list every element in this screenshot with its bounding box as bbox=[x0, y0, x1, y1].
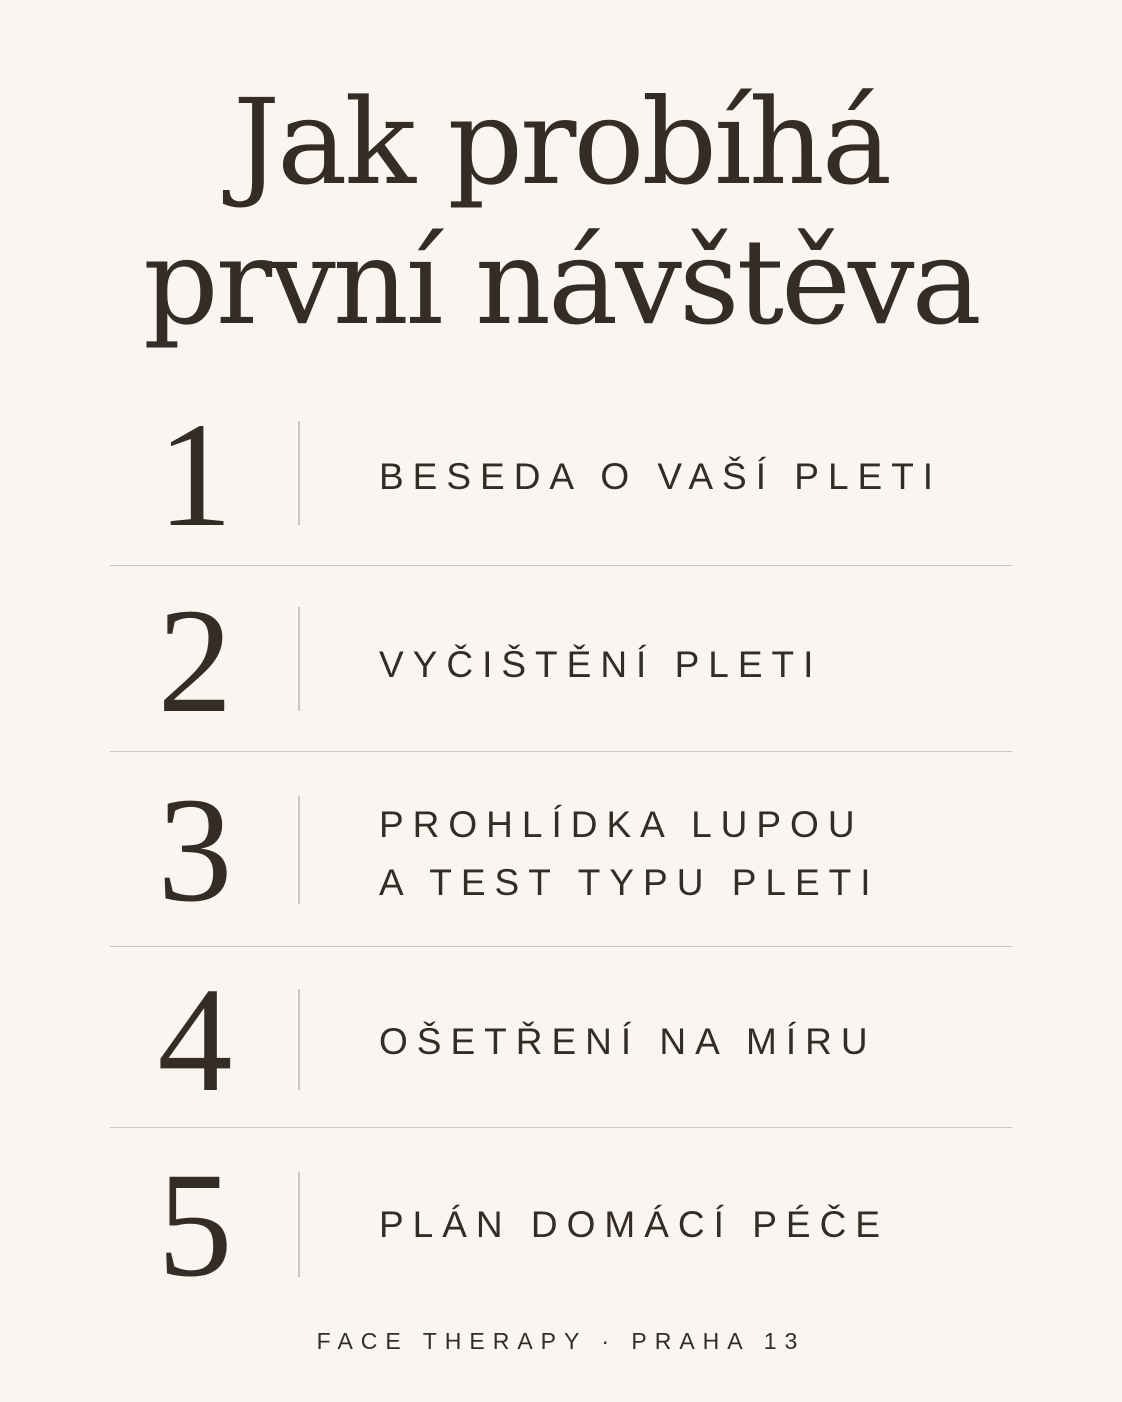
step-label bbox=[379, 1013, 877, 1071]
step-label-line: A TEST TYPU PLETI bbox=[379, 862, 880, 903]
step-label bbox=[379, 636, 822, 694]
step-label-line: VYČIŠTĚNÍ PLETI bbox=[379, 644, 823, 685]
step-separator bbox=[298, 1172, 300, 1277]
title-line-1: Jak probíhá bbox=[232, 73, 890, 211]
step-4 bbox=[110, 957, 1012, 1123]
step-label bbox=[379, 796, 880, 912]
step-3 bbox=[110, 767, 1012, 933]
footer-brand: FACE THERAPY · PRAHA 13 bbox=[316, 1328, 806, 1354]
step-number: 2 bbox=[157, 578, 233, 744]
step-number: 5 bbox=[157, 1142, 233, 1308]
step-number: 3 bbox=[157, 767, 233, 933]
row-divider bbox=[110, 751, 1012, 752]
step-number: 4 bbox=[157, 957, 233, 1123]
step-label-line: PROHLÍDKA LUPOU bbox=[379, 804, 864, 845]
step-2 bbox=[110, 578, 1012, 744]
step-5 bbox=[110, 1142, 1012, 1308]
step-label-line: BESEDA O VAŠÍ PLETI bbox=[379, 456, 943, 497]
step-separator bbox=[298, 796, 300, 904]
row-divider bbox=[110, 946, 1012, 947]
step-1 bbox=[110, 392, 1012, 558]
step-label bbox=[379, 1196, 889, 1254]
step-separator bbox=[298, 989, 300, 1090]
title-line-2: první návštěva bbox=[143, 213, 979, 351]
row-divider bbox=[110, 1127, 1012, 1128]
step-label-line: PLÁN DOMÁCÍ PÉČE bbox=[379, 1204, 889, 1245]
step-separator bbox=[298, 607, 300, 711]
step-number: 1 bbox=[157, 392, 233, 558]
row-divider bbox=[110, 565, 1012, 566]
step-label bbox=[379, 448, 942, 506]
step-label-line: OŠETŘENÍ NA MÍRU bbox=[379, 1021, 877, 1062]
page-title bbox=[0, 72, 1122, 352]
step-separator bbox=[298, 421, 300, 525]
